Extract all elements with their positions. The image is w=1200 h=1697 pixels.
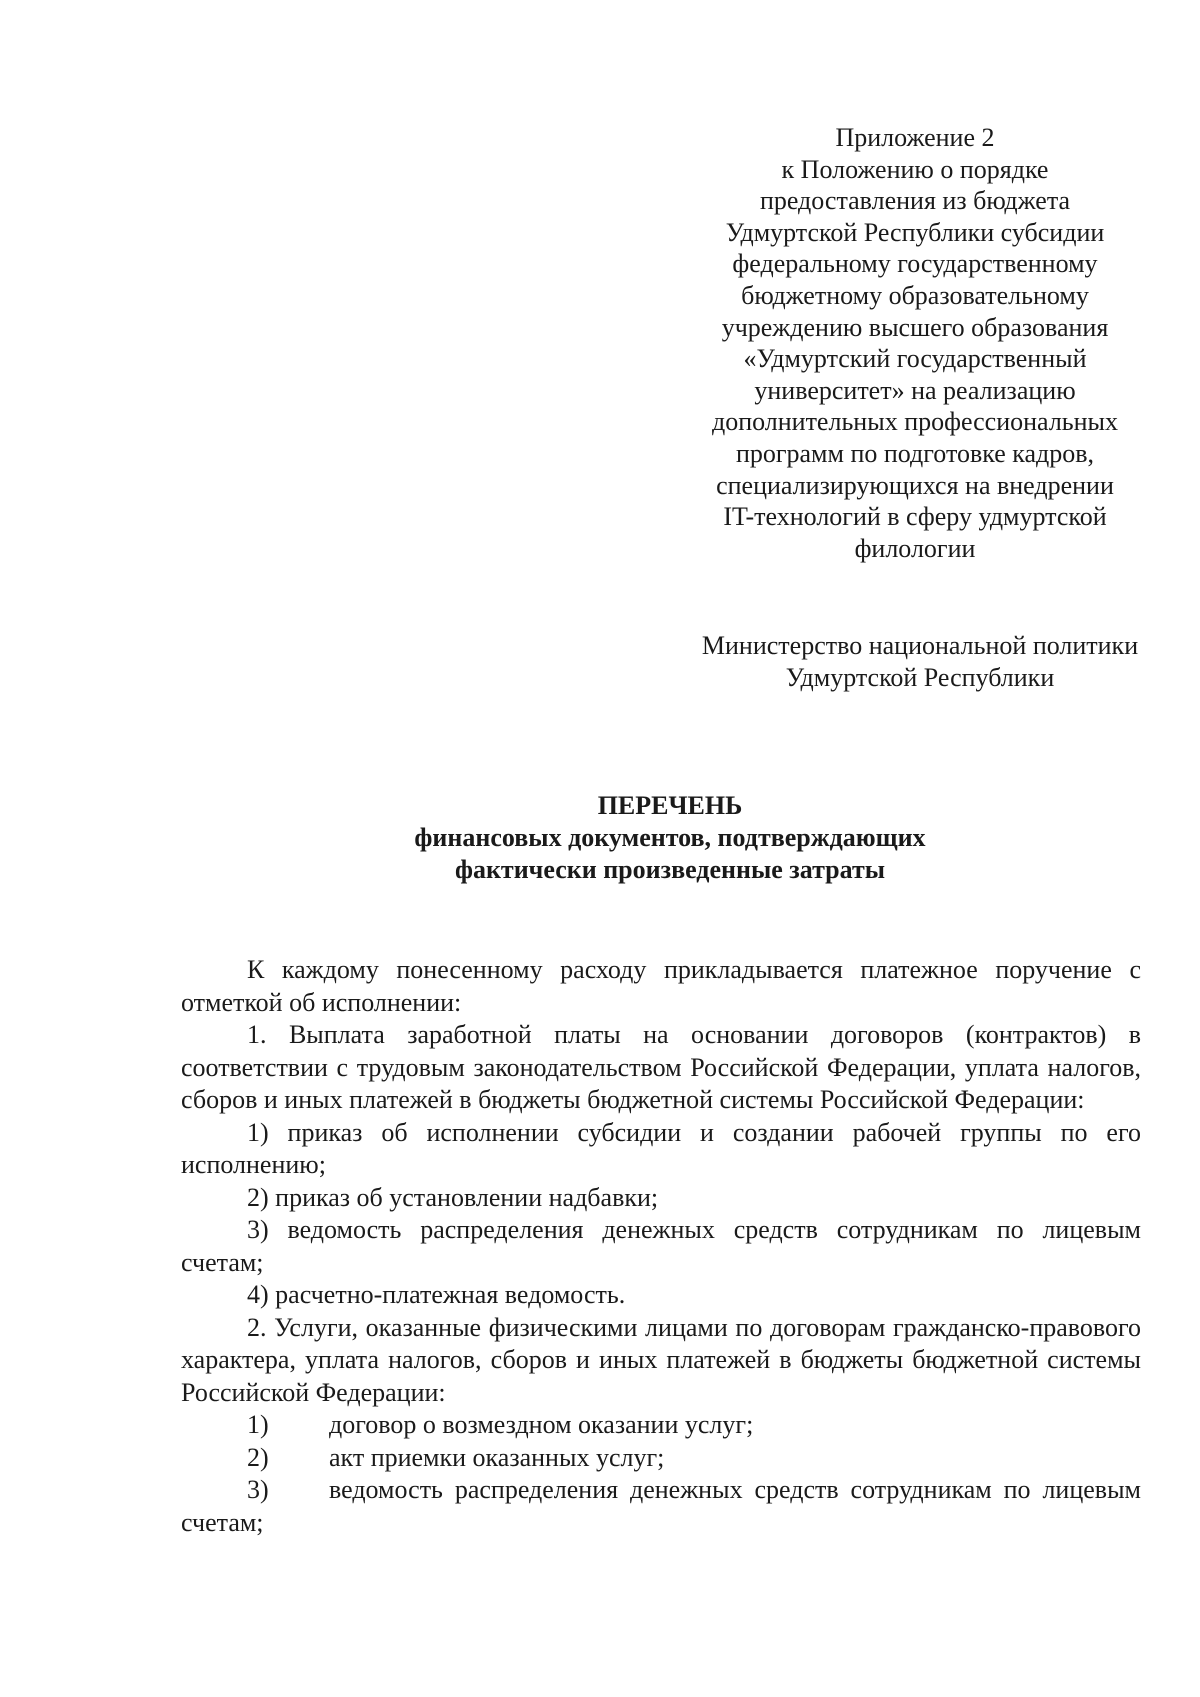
appendix-line: университет» на реализацию [754,375,1076,405]
appendix-line: «Удмуртский государственный [743,344,1087,374]
appendix-line: IT-технологий в сферу удмуртской [723,502,1107,532]
paragraph-item-2: 2. Услуги, оказанные физическими лицами по договорам гражданско-правового характера, уплата налогов, сборов и иных платежей в бюджеты бюджетной системы Российской Федерации: [181,1312,1141,1407]
appendix-line: Удмуртской Республики субсидии [725,217,1105,247]
paragraph-item-1: 1. Выплата заработной платы на основании договоров (контрактов) в соответствии с трудовым законодательством Российской Федерации, уплата налогов, сборов и иных платежей в бюджеты бюджетной системы Российской Федерации: [181,1020,1141,1114]
title-heading: ПЕРЕЧЕНЬ [597,791,743,820]
appendix-line: филологии [854,533,976,563]
list-number: 3) [247,1475,269,1504]
paragraph-item-1-2: 2) приказ об установлении надбавки; [247,1182,659,1212]
list-number: 1) [247,1410,269,1439]
appendix-header [630,122,1200,564]
list-text: акт приемки оказанных услуг; [329,1442,665,1472]
list-text: ведомость распределения денежных средств сотрудникам по лицевым счетам; [181,1475,1141,1537]
appendix-line: специализирующихся на внедрении [716,470,1114,500]
appendix-line: программ по подготовке кадров, [735,438,1095,468]
paragraph-item-1-1: 1) приказ об исполнении субсидии и создании рабочей группы по его исполнению; [181,1117,1141,1179]
title-subtitle: фактически произведенные затраты [454,855,886,884]
appendix-line: дополнительных профессиональных [711,407,1119,437]
ministry-block [660,630,1180,693]
title-subtitle: финансовых документов, подтверждающих [414,823,926,852]
paragraph-item-1-4: 4) расчетно-платежная ведомость. [247,1280,626,1309]
appendix-line: бюджетному образовательному [741,280,1089,310]
appendix-line: предоставления из бюджета [759,186,1071,216]
ministry-line: Министерство национальной политики [701,631,1139,660]
paragraph-intro: К каждому понесенному расходу прикладывается платежное поручение с отметкой об исполнении: [181,955,1141,1017]
paragraph-item-2-1 [181,1409,1141,1442]
document-body [181,954,1141,1539]
ministry-line: Удмуртской Республики [785,662,1055,692]
appendix-line: федеральному государственному [732,249,1098,279]
document-title [340,790,1000,886]
paragraph-item-2-2 [181,1442,1141,1475]
appendix-line: учреждению высшего образования [721,312,1109,342]
appendix-line: к Положению о порядке [781,154,1049,184]
appendix-line: Приложение 2 [835,123,995,152]
list-text: договор о возмездном оказании услуг; [329,1410,754,1439]
list-number: 2) [247,1442,269,1472]
paragraph-item-1-3: 3) ведомость распределения денежных средств сотрудникам по лицевым счетам; [181,1215,1141,1277]
paragraph-item-2-3 [181,1474,1141,1539]
